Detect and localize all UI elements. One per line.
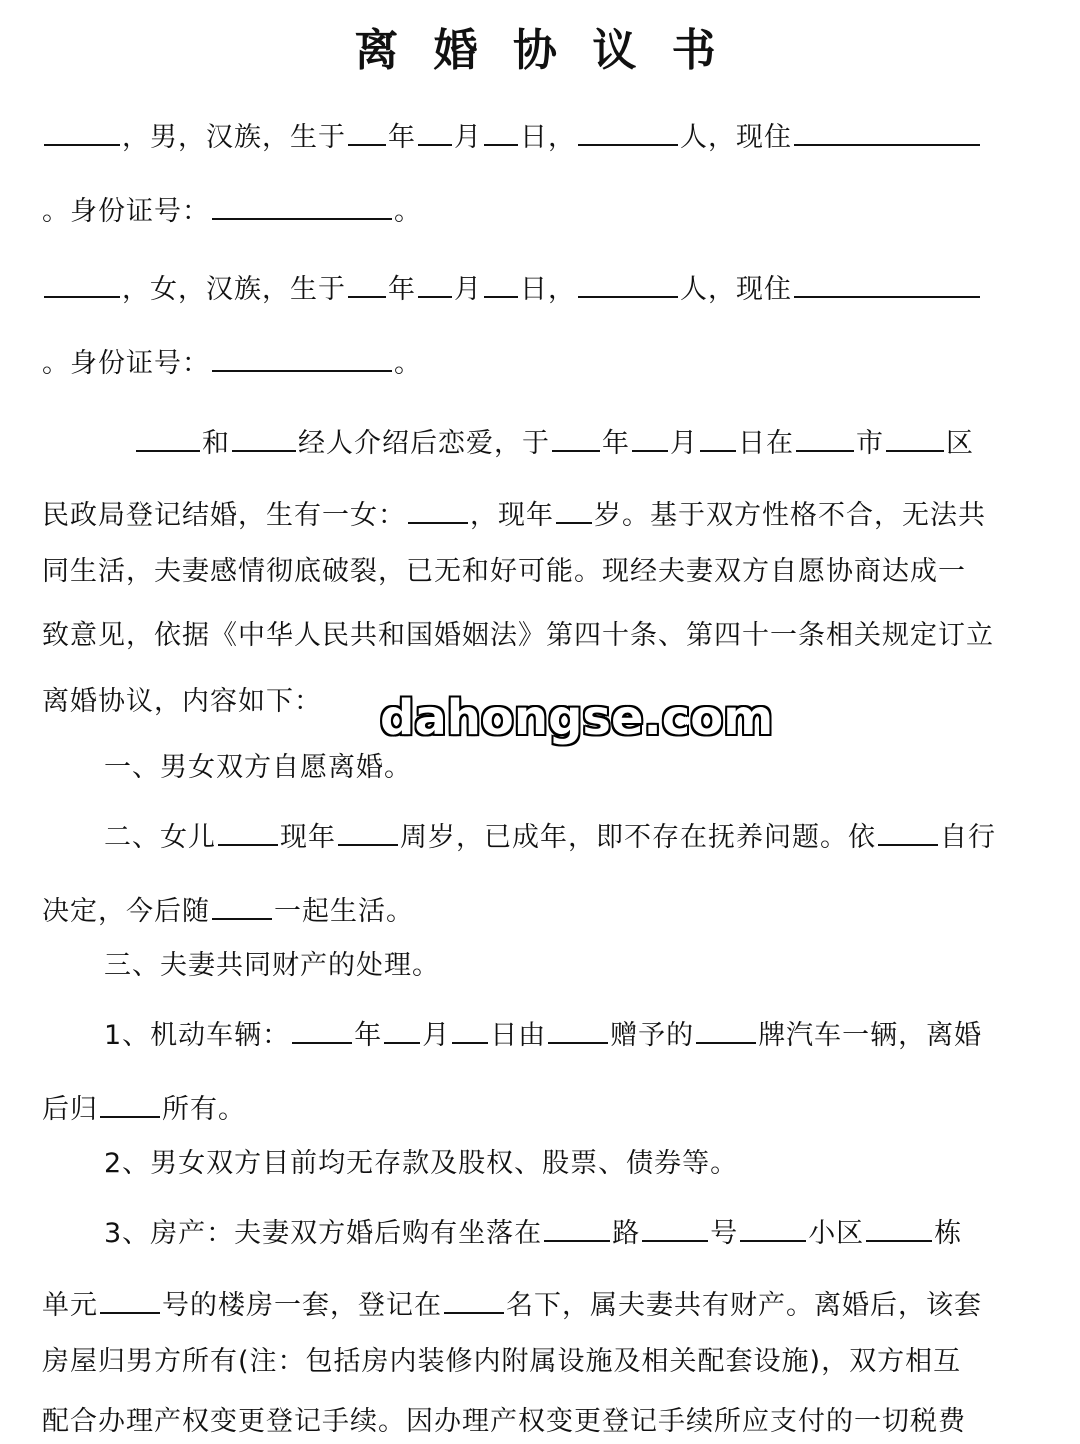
text: 现年 xyxy=(280,822,336,853)
text: 。身份证号： xyxy=(42,348,210,379)
blank-field xyxy=(44,266,120,298)
blank-field xyxy=(794,114,980,146)
item-property xyxy=(104,1210,1038,1250)
text: 区 xyxy=(946,428,974,459)
text: 栋 xyxy=(934,1218,963,1249)
text: 单元 xyxy=(42,1290,98,1321)
text: 日， xyxy=(520,122,576,153)
blank-field xyxy=(484,266,518,298)
text-line-wife-info xyxy=(42,266,1038,306)
watermark: dahongse.com xyxy=(380,690,774,746)
blank-field xyxy=(348,266,386,298)
blank-field xyxy=(384,1012,420,1044)
document-title: 离 婚 协 议 书 xyxy=(354,25,726,76)
blank-field xyxy=(232,420,296,452)
blank-field xyxy=(100,1086,160,1118)
text: 赠予的 xyxy=(610,1020,695,1051)
blank-field xyxy=(100,1282,160,1314)
clause-2-continued xyxy=(42,888,1038,928)
text-line-body: 同生活，夫妻感情彻底破裂，已无和好可能。现经夫妻双方自愿协商达成一 xyxy=(42,556,966,587)
text: 一起生活。 xyxy=(274,896,414,927)
text: ，女，汉族，生于 xyxy=(122,274,346,305)
blank-field xyxy=(886,420,944,452)
text-line-body: 离婚协议，内容如下： xyxy=(42,686,322,717)
text: 年 xyxy=(602,428,630,459)
text: 决定，今后随 xyxy=(42,896,210,927)
blank-field xyxy=(444,1282,504,1314)
text-line-wife-id xyxy=(42,340,1038,380)
text: 所有。 xyxy=(162,1094,246,1125)
blank-field xyxy=(642,1210,708,1242)
text: 民政局登记结婚，生有一女： xyxy=(42,500,406,531)
text: 年 xyxy=(354,1020,383,1051)
blank-field xyxy=(632,420,668,452)
text: 人，现住 xyxy=(680,274,792,305)
text: 。 xyxy=(394,348,422,379)
blank-field xyxy=(218,814,278,846)
blank-field xyxy=(484,114,518,146)
text: 月 xyxy=(670,428,698,459)
text: 自行 xyxy=(940,822,996,853)
text: 牌汽车一辆，离婚 xyxy=(758,1020,983,1051)
text: 日， xyxy=(520,274,576,305)
item-vehicle-continued xyxy=(42,1086,1038,1126)
text: 。 xyxy=(394,196,422,227)
item-savings: 2、男女双方目前均无存款及股权、股票、债券等。 xyxy=(104,1148,739,1179)
text: 后归 xyxy=(42,1094,98,1125)
text: 1、机动车辆： xyxy=(104,1020,291,1051)
text: 路 xyxy=(612,1218,641,1249)
item-vehicle xyxy=(104,1012,1038,1052)
blank-field xyxy=(796,420,854,452)
text-line-body: 房屋归男方所有(注：包括房内装修内附属设施及相关配套设施)，双方相互 xyxy=(42,1346,962,1377)
blank-field xyxy=(548,1012,608,1044)
text: ，男，汉族，生于 xyxy=(122,122,346,153)
text: 人，现住 xyxy=(680,122,792,153)
blank-field xyxy=(700,420,736,452)
blank-field xyxy=(338,814,398,846)
blank-field xyxy=(418,266,452,298)
text: 市 xyxy=(856,428,884,459)
clause-2 xyxy=(104,814,1038,854)
blank-field xyxy=(578,114,678,146)
text: 月 xyxy=(454,274,482,305)
blank-field xyxy=(408,492,468,524)
clause-1: 一、男女双方自愿离婚。 xyxy=(104,752,412,783)
text: 月 xyxy=(454,122,482,153)
text: 和 xyxy=(202,428,230,459)
blank-field xyxy=(878,814,938,846)
blank-field xyxy=(740,1210,806,1242)
blank-field xyxy=(348,114,386,146)
text: 3、房产：夫妻双方婚后购有坐落在 xyxy=(104,1218,543,1249)
text-line-registration xyxy=(42,492,1038,532)
blank-field xyxy=(212,188,392,220)
text: 号的楼房一套，登记在 xyxy=(162,1290,442,1321)
text: 号 xyxy=(710,1218,739,1249)
text: ，现年 xyxy=(470,500,554,531)
blank-field xyxy=(212,340,392,372)
text: 。身份证号： xyxy=(42,196,210,227)
text-line-body: 配合办理产权变更登记手续。因办理产权变更登记手续所应支付的一切税费 xyxy=(42,1406,966,1437)
text-line-husband-id xyxy=(42,188,1038,228)
clause-3: 三、夫妻共同财产的处理。 xyxy=(104,950,440,981)
text: 年 xyxy=(388,122,416,153)
blank-field xyxy=(544,1210,610,1242)
text: 小区 xyxy=(808,1218,865,1249)
blank-field xyxy=(136,420,200,452)
blank-field xyxy=(578,266,678,298)
item-property-continued xyxy=(42,1282,1038,1322)
text: 周岁，已成年，即不存在抚养问题。依 xyxy=(400,822,876,853)
blank-field xyxy=(866,1210,932,1242)
text: 日在 xyxy=(738,428,794,459)
text: 日由 xyxy=(490,1020,547,1051)
blank-field xyxy=(44,114,120,146)
blank-field xyxy=(418,114,452,146)
blank-field xyxy=(212,888,272,920)
blank-field xyxy=(292,1012,352,1044)
text-line-body: 致意见，依据《中华人民共和国婚姻法》第四十条、第四十一条相关规定订立 xyxy=(42,620,994,651)
text: 月 xyxy=(422,1020,451,1051)
blank-field xyxy=(552,420,600,452)
text: 经人介绍后恋爱，于 xyxy=(298,428,550,459)
text: 名下，属夫妻共有财产。离婚后，该套 xyxy=(506,1290,982,1321)
blank-field xyxy=(556,492,592,524)
text: 岁。基于双方性格不合，无法共 xyxy=(594,500,986,531)
blank-field xyxy=(696,1012,756,1044)
blank-field xyxy=(794,266,980,298)
text-line-husband-info xyxy=(42,114,1038,154)
text-line-marriage xyxy=(134,420,1020,460)
blank-field xyxy=(452,1012,488,1044)
text: 二、女儿 xyxy=(104,822,216,853)
text: 年 xyxy=(388,274,416,305)
